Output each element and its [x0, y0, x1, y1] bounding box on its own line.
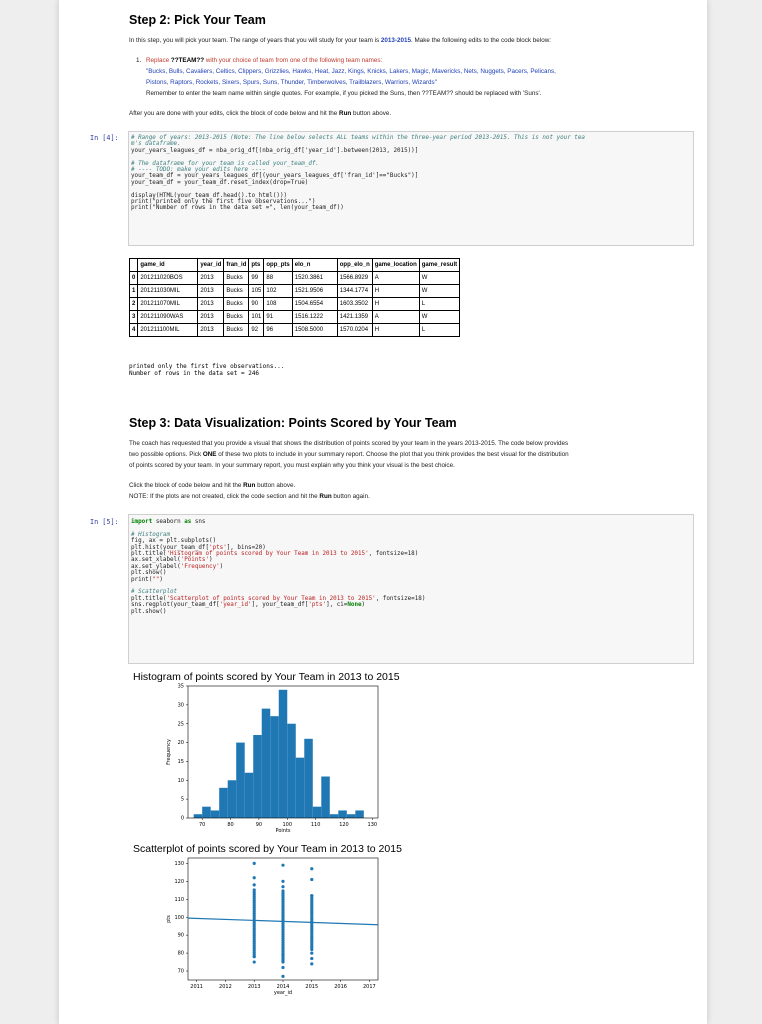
histogram-bar	[194, 814, 203, 818]
scatter-point	[310, 962, 313, 965]
table-header: fran_id	[224, 259, 249, 272]
histogram-bar	[253, 735, 262, 818]
row-index: 4	[130, 324, 138, 337]
table-header-row	[130, 259, 460, 272]
cell4-prompt: In [4]:	[90, 134, 119, 142]
table-cell: 201211090WAS	[138, 311, 198, 324]
table-cell: 201211020BOS	[138, 272, 198, 285]
histogram-bar	[219, 788, 228, 818]
table-cell: 2013	[198, 285, 224, 298]
histogram-bar	[236, 743, 245, 818]
table-cell: L	[419, 324, 459, 337]
y-tick-label: 30	[177, 702, 184, 709]
scatter-point	[310, 867, 313, 870]
table-header: game_result	[419, 259, 459, 272]
x-tick-label: 2015	[305, 984, 319, 990]
histogram-bar	[211, 810, 220, 818]
step2-heading: Step 2: Pick Your Team	[129, 13, 266, 27]
y-tick-label: 0	[180, 815, 184, 822]
step3-para1-line1: The coach has requested that you provide a visual that shows the distribution of points scored by your team in the years 2013-2015. The code below provides	[129, 440, 569, 447]
table-cell: 201211070MIL	[138, 298, 198, 311]
y-tick-label: 25	[177, 721, 184, 728]
scatter-point	[253, 955, 256, 958]
table-cell: 101	[249, 311, 264, 324]
table-cell: H	[372, 298, 419, 311]
team-list-line2: Pistons, Raptors, Rockets, Sixers, Spurs, Suns, Thunder, Timberwolves, Trailblazers, Warriors, Wizards"	[146, 79, 437, 86]
y-tick-label: 100	[174, 914, 184, 921]
table-header: pts	[249, 259, 264, 272]
scatterplot-title: Scatterplot of points scored by Your Team in 2013 to 2015	[133, 843, 402, 855]
scatterplot-chart	[160, 856, 390, 1006]
scatter-point	[253, 883, 256, 886]
table-cell: 108	[264, 298, 292, 311]
table-row	[130, 285, 460, 298]
row-index: 0	[130, 272, 138, 285]
scatter-point	[253, 862, 256, 865]
step2-intro: In this step, you will pick your team. The range of years that you will study for your team is 2013-2015. Make the following edits to the code block below:	[129, 37, 552, 44]
histogram-bar	[202, 807, 211, 818]
histogram-bar	[304, 739, 313, 818]
y-tick-label: 120	[174, 878, 184, 885]
table-cell: 2013	[198, 311, 224, 324]
step3-para1-line2: two possible options. Pick ONE of these two plots to include in your summary report. Choose the plot that you think provides the best visual for the distribution	[129, 451, 569, 458]
scatter-point	[253, 876, 256, 879]
histogram-bar	[347, 814, 356, 818]
table-cell: 2013	[198, 298, 224, 311]
step2-item1-number: 1.	[136, 57, 142, 64]
table-cell: 91	[264, 311, 292, 324]
scatter-point	[281, 885, 284, 888]
histogram-bar	[296, 758, 305, 818]
table-cell: Bucks	[224, 324, 249, 337]
x-tick-label: 2011	[190, 984, 204, 990]
scatter-point	[281, 880, 284, 883]
step3-para1-line3: of points scored by your team. In your summary report, you must explain why you think your visual is the best choice.	[129, 462, 455, 469]
table-cell: A	[372, 272, 419, 285]
x-tick-label: 110	[310, 822, 321, 828]
y-tick-label: 15	[177, 759, 184, 766]
y-axis-label: Frequency	[166, 739, 172, 765]
table-cell: 88	[264, 272, 292, 285]
step3-para2: Click the block of code below and hit the Run button above.	[129, 482, 296, 489]
histogram-bar	[262, 709, 271, 818]
x-tick-label: 2016	[334, 984, 347, 990]
scatter-point	[310, 951, 313, 954]
row-index: 2	[130, 298, 138, 311]
x-tick-label: 2013	[247, 984, 261, 990]
scatter-point	[281, 975, 284, 978]
y-tick-label: 5	[180, 796, 184, 803]
table-header: year_id	[198, 259, 224, 272]
y-tick-label: 10	[177, 777, 184, 784]
histogram-bar	[228, 780, 237, 818]
row-index: 3	[130, 311, 138, 324]
table-header: elo_n	[292, 259, 337, 272]
x-tick-label: 80	[227, 822, 234, 828]
x-tick-label: 120	[339, 822, 349, 828]
table-cell: W	[419, 272, 459, 285]
histogram-bar	[245, 773, 254, 818]
table-cell: A	[372, 311, 419, 324]
table-cell: 2013	[198, 272, 224, 285]
x-tick-label: 90	[255, 822, 263, 828]
scatter-point	[310, 894, 313, 897]
table-cell: 201211030MIL	[138, 285, 198, 298]
histogram-bar	[279, 690, 288, 818]
scatter-point	[281, 889, 284, 892]
table-cell: Bucks	[224, 298, 249, 311]
step2-after: After you are done with your edits, click the block of code below and hit the Run button above.	[129, 110, 392, 117]
table-cell: W	[419, 285, 459, 298]
table-cell: L	[419, 298, 459, 311]
table-cell: 99	[249, 272, 264, 285]
table-header: opp_elo_n	[337, 259, 372, 272]
x-tick-label: 130	[367, 822, 378, 828]
table-cell: 1508.5000	[292, 324, 337, 337]
row-index: 1	[130, 285, 138, 298]
histogram-bar	[270, 716, 279, 818]
y-tick-label: 110	[174, 896, 184, 903]
x-tick-label: 70	[198, 822, 206, 828]
y-tick-label: 70	[177, 968, 184, 975]
table-cell: 1520.3861	[292, 272, 337, 285]
table-row	[130, 298, 460, 311]
table-cell: 1516.1222	[292, 311, 337, 324]
x-tick-label: 2012	[219, 984, 232, 990]
step3-para3: NOTE: If the plots are not created, click the code section and hit the Run button again.	[129, 493, 370, 500]
y-axis-label: pts	[166, 915, 172, 923]
table-cell: H	[372, 285, 419, 298]
x-axis-label: year_id	[273, 990, 293, 996]
team-list-line1: "Bucks, Bulls, Cavaliers, Celtics, Clippers, Grizzlies, Hawks, Heat, Jazz, Kings, Knicks, Lakers, Magic, Mavericks, Nets, Nuggets, Pacers, Pelicans,	[146, 68, 556, 75]
histogram-title: Histogram of points scored by Your Team in 2013 to 2015	[133, 671, 400, 683]
scatter-point	[281, 953, 284, 956]
dataframe-table	[129, 258, 460, 337]
histogram-bar	[313, 807, 322, 818]
step2-reminder: Remember to enter the team name within single quotes. For example, if you picked the Suns, then ??TEAM?? should be replaced with 'Suns'.	[146, 90, 542, 97]
x-axis-label: Points	[275, 828, 291, 833]
table-cell: Bucks	[224, 285, 249, 298]
table-cell: 1421.1359	[337, 311, 372, 324]
y-tick-label: 20	[177, 740, 184, 747]
table-cell: 1504.6554	[292, 298, 337, 311]
table-header	[130, 259, 138, 272]
y-tick-label: 90	[177, 932, 184, 939]
table-cell: 1603.3502	[337, 298, 372, 311]
table-header: opp_pts	[264, 259, 292, 272]
y-tick-label: 130	[174, 860, 184, 867]
table-cell: Bucks	[224, 272, 249, 285]
table-cell: 92	[249, 324, 264, 337]
scatter-point	[281, 966, 284, 969]
histogram-chart	[160, 683, 390, 833]
cell4-code: # Range of years: 2013-2015 (Note: The line below selects ALL teams within the three-year period 2013-2015. This is not your tea m's dataframe. your_years_leagues_df = nba_orig_df[(nba_orig_df['year_id'].between(2013, 2015))] # The dataframe for your team is called your_team_df. # ---- TODO: make your edits here ---- your_team_df = your_years_leagues_df[(your_years_leagues_df['fran_id']=="Bucks")] your_team_df = your_team_df.reset_index(drop=True) display(HTML(your_team_df.head().to_html())) print("printed only the first five observations...") print("Number of rows in the data set =", len(your_team_df))	[131, 135, 585, 212]
scatter-point	[281, 959, 284, 962]
table-cell: 2013	[198, 324, 224, 337]
table-header: game_location	[372, 259, 419, 272]
scatter-point	[253, 960, 256, 963]
table-cell: 1566.8929	[337, 272, 372, 285]
scatter-point	[310, 957, 313, 960]
table-cell: 90	[249, 298, 264, 311]
histogram-bar	[355, 810, 364, 818]
cell5-code: import seaborn as sns # Histogram fig, ax = plt.subplots() plt.hist(your_team_df['pts'], bins=20) plt.title('Histogram of points scored by Your Team in 2013 to 2015', fontsize=18) ax.set_xlabel('Points') ax.set_ylabel('Frequency') plt.show() print("") # Scatterplot plt.title('Scatterplot of points scored by Your Team in 2013 to 2015', fontsize=18) sns.regplot(your_team_df['year_id'], your_team_df['pts'], ci=None) plt.show()	[131, 519, 426, 615]
x-tick-label: 2014	[276, 984, 290, 990]
table-cell: 201211100MIL	[138, 324, 198, 337]
table-row	[130, 311, 460, 324]
scatter-point	[310, 878, 313, 881]
table-cell: W	[419, 311, 459, 324]
table-cell: Bucks	[224, 311, 249, 324]
table-cell: 1570.0204	[337, 324, 372, 337]
histogram-bar	[287, 724, 296, 818]
step2-item1: Replace ??TEAM?? with your choice of team from one of the following team names:	[146, 57, 383, 64]
table-cell: 96	[264, 324, 292, 337]
x-tick-label: 100	[282, 822, 293, 828]
table-cell: 1344.1774	[337, 285, 372, 298]
cell5-prompt: In [5]:	[90, 518, 119, 526]
histogram-bar	[338, 810, 347, 818]
histogram-bar	[321, 777, 330, 818]
table-cell: H	[372, 324, 419, 337]
x-tick-label: 2017	[362, 984, 376, 990]
scatter-point	[253, 888, 256, 891]
table-row	[130, 324, 460, 337]
table-cell: 102	[264, 285, 292, 298]
histogram-bar	[330, 814, 339, 818]
step3-heading: Step 3: Data Visualization: Points Scored by Your Team	[129, 416, 457, 430]
y-tick-label: 80	[177, 950, 184, 957]
table-cell: 105	[249, 285, 264, 298]
table-row	[130, 272, 460, 285]
scatter-point	[281, 864, 284, 867]
cell4-output: printed only the first five observations... Number of rows in the data set = 246	[129, 363, 285, 377]
table-cell: 1521.9506	[292, 285, 337, 298]
table-header: game_id	[138, 259, 198, 272]
y-tick-label: 35	[177, 683, 184, 690]
